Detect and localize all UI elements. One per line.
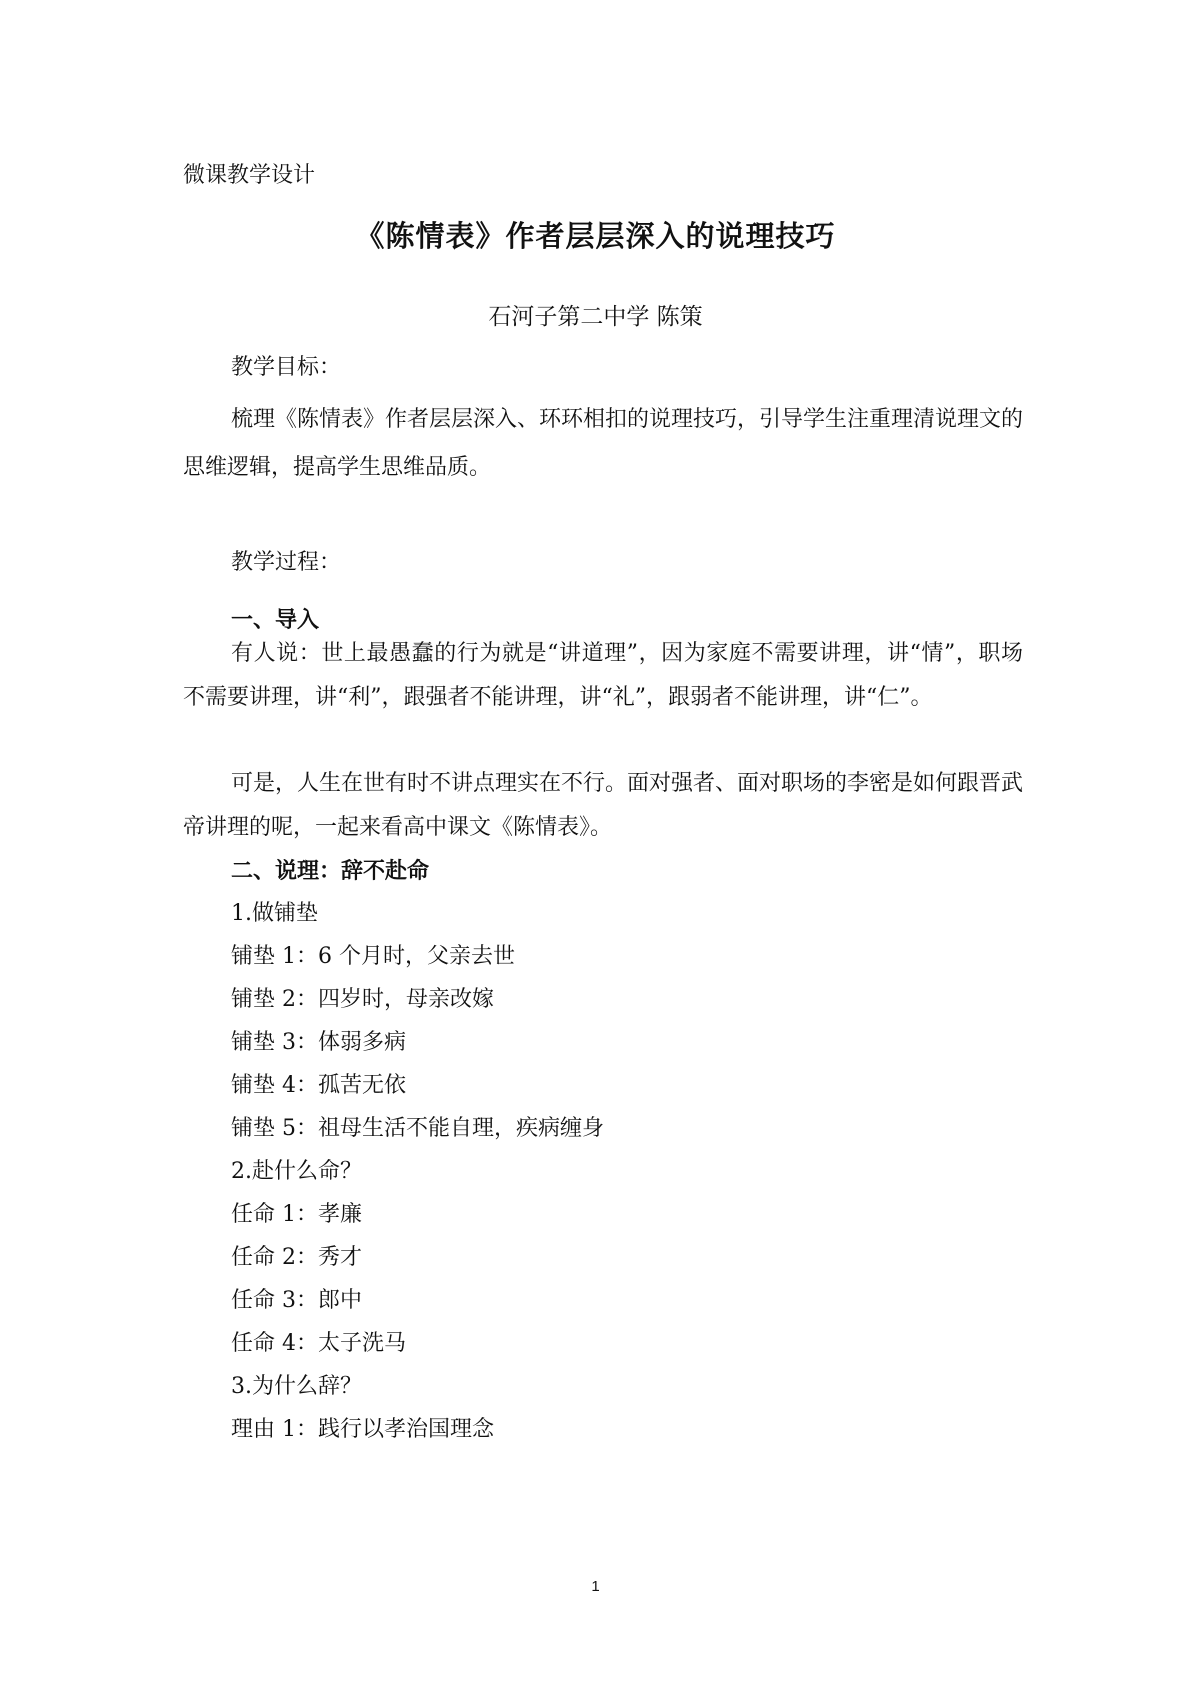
document-title: 《陈情表》作者层层深入的说理技巧	[355, 219, 836, 253]
process-heading: 教学过程：	[231, 550, 342, 575]
list-item: 铺垫 4：孤苦无依	[231, 1073, 406, 1098]
section1-paragraph-1: 有人说：世上最愚蠢的行为就是“讲道理”，因为家庭不需要讲理，讲“情”，职场不需要讲理，讲“利”，跟强者不能讲理，讲“礼”，跟弱者不能讲理，讲“仁”。	[183, 641, 1023, 710]
list-item: 任命 1：孝廉	[231, 1202, 362, 1227]
list-item: 任命 3：郎中	[231, 1288, 362, 1313]
list-item: 理由 1：践行以孝治国理念	[231, 1417, 494, 1442]
document-label: 微课教学设计	[183, 163, 316, 188]
list-item: 1.做铺垫	[231, 901, 318, 926]
list-item: 铺垫 1：6 个月时，父亲去世	[231, 944, 515, 969]
section1-paragraph-2: 可是，人生在世有时不讲点理实在不行。面对强者、面对职场的李密是如何跟晋武帝讲理的呢，一起来看高中课文《陈情表》。	[183, 771, 1024, 840]
objectives-text: 梳理《陈情表》作者层层深入、环环相扣的说理技巧，引导学生注重理清说理文的思维逻辑，提高学生思维品质。	[183, 407, 1024, 480]
list-item: 铺垫 2：四岁时，母亲改嫁	[231, 987, 494, 1012]
section1-heading: 一、导入	[231, 608, 320, 633]
list-item: 2.赴什么命？	[231, 1159, 362, 1184]
list-item: 铺垫 3：体弱多病	[231, 1030, 406, 1055]
list-item: 任命 2：秀才	[231, 1245, 362, 1270]
page-number: 1	[591, 1578, 600, 1595]
section2-heading: 二、说理：辞不赴命	[231, 859, 430, 884]
list-item: 铺垫 5：祖母生活不能自理，疾病缠身	[231, 1116, 604, 1141]
list-item: 3.为什么辞？	[231, 1374, 362, 1399]
objectives-heading: 教学目标：	[231, 355, 342, 380]
list-item: 任命 4：太子洗马	[231, 1331, 406, 1356]
author-line: 石河子第二中学 陈策	[488, 304, 703, 330]
